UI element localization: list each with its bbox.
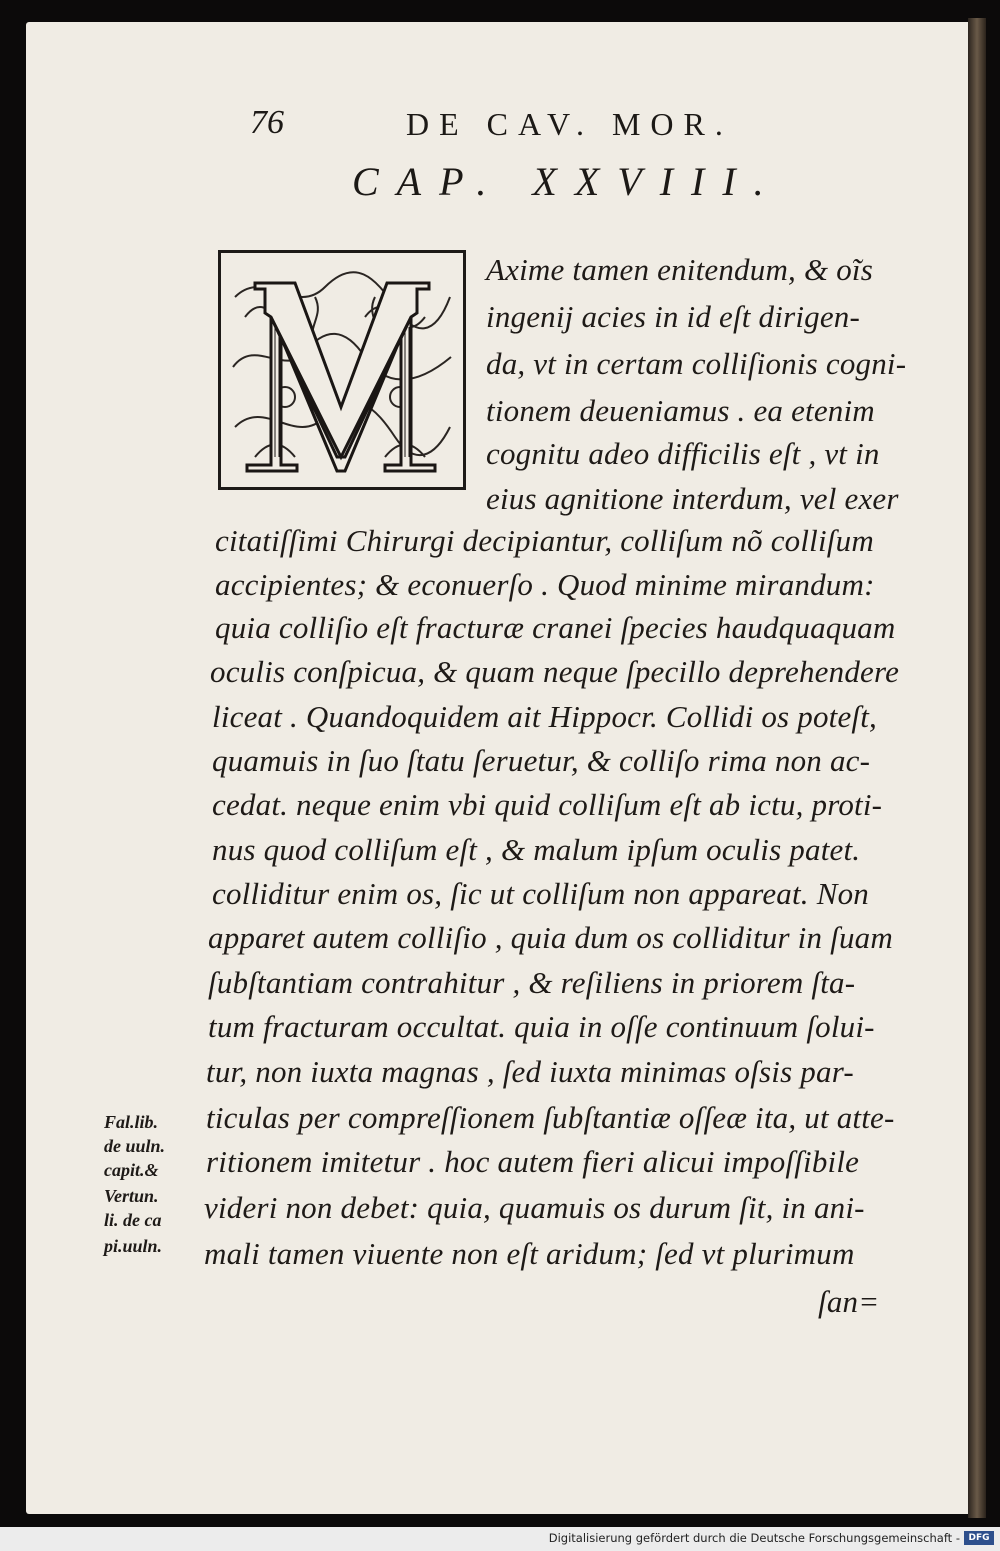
text-line: ingenij acies in id eſt dirigen- [486, 299, 861, 334]
text-line: citatiſſimi Chirurgi decipiantur, colliſum nõ colliſum [215, 523, 874, 558]
page-number: 76 [250, 104, 284, 141]
running-title: DE CAV. MOR. [406, 106, 733, 142]
chapter-heading: CAP. XXVIII. [352, 159, 782, 204]
margin-note-line: li. de ca [104, 1210, 162, 1230]
margin-note-line: pi.uuln. [104, 1236, 163, 1256]
margin-note-line: de uuln. [104, 1136, 166, 1156]
footer-credit: Digitalisierung gefördert durch die Deutsche Forschungsgemeinschaft - [548, 1531, 960, 1545]
text-line: apparet autem colliſio , quia dum os colliditur in ſuam [208, 920, 893, 955]
text-line: Axime tamen enitendum, & oĩs [486, 252, 873, 287]
dfg-logo: DFG [964, 1531, 994, 1545]
text-line: ritionem imitetur . hoc autem fieri alicui impoſſibile [206, 1144, 860, 1179]
page-edge [968, 18, 986, 1518]
text-line: quia colliſio eſt fracturæ cranei ſpecies haudquaquam [215, 610, 896, 645]
margin-note-line: Vertun. [104, 1186, 159, 1206]
text-line: colliditur enim os, ſic ut colliſum non appareat. Non [212, 876, 869, 911]
margin-note-line: Fal.lib. [104, 1112, 159, 1132]
text-line: tum fracturam occultat. quia in oſſe continuum ſolui- [208, 1009, 875, 1044]
digitization-footer [0, 1527, 1000, 1551]
text-line: oculis conſpicua, & quam neque ſpecillo deprehendere [210, 654, 900, 689]
text-line: cognitu adeo difficilis eſt , vt in [486, 436, 880, 471]
text-line: da, vt in certam colliſionis cogni- [486, 346, 907, 381]
text-line: nus quod colliſum eſt , & malum ipſum oculis patet. [212, 832, 861, 867]
text-line: tionem deueniamus . ea etenim [486, 393, 875, 428]
text-line: eius agnitione interdum, vel exer [486, 481, 899, 516]
text-line: cedat. neque enim vbi quid colliſum eſt ab ictu, proti- [212, 787, 883, 822]
catchword: ſan= [818, 1284, 880, 1319]
text-line: ſubſtantiam contrahitur , & reſiliens in priorem ſta- [208, 965, 856, 1000]
text-line: videri non debet: quia, quamuis os durum ſit, in ani- [204, 1190, 865, 1225]
text-line: mali tamen viuente non eſt aridum; ſed vt plurimum [204, 1236, 855, 1271]
text-line: tur, non iuxta magnas , ſed iuxta minimas oſsis par- [206, 1054, 854, 1089]
text-line: accipientes; & econuerſo . Quod minime mirandum: [215, 567, 875, 602]
margin-note-line: capit.& [104, 1160, 159, 1180]
ornamental-initial-M-icon [218, 250, 466, 490]
text-line: quamuis in ſuo ſtatu ſeruetur, & colliſo rima non ac- [212, 743, 871, 778]
running-head [0, 104, 1000, 148]
text-line: ticulas per compreſſionem ſubſtantiæ oſſeæ ita, ut atte- [206, 1100, 895, 1135]
text-line: liceat . Quandoquidem ait Hippocr. Collidi os poteſt, [212, 699, 878, 734]
